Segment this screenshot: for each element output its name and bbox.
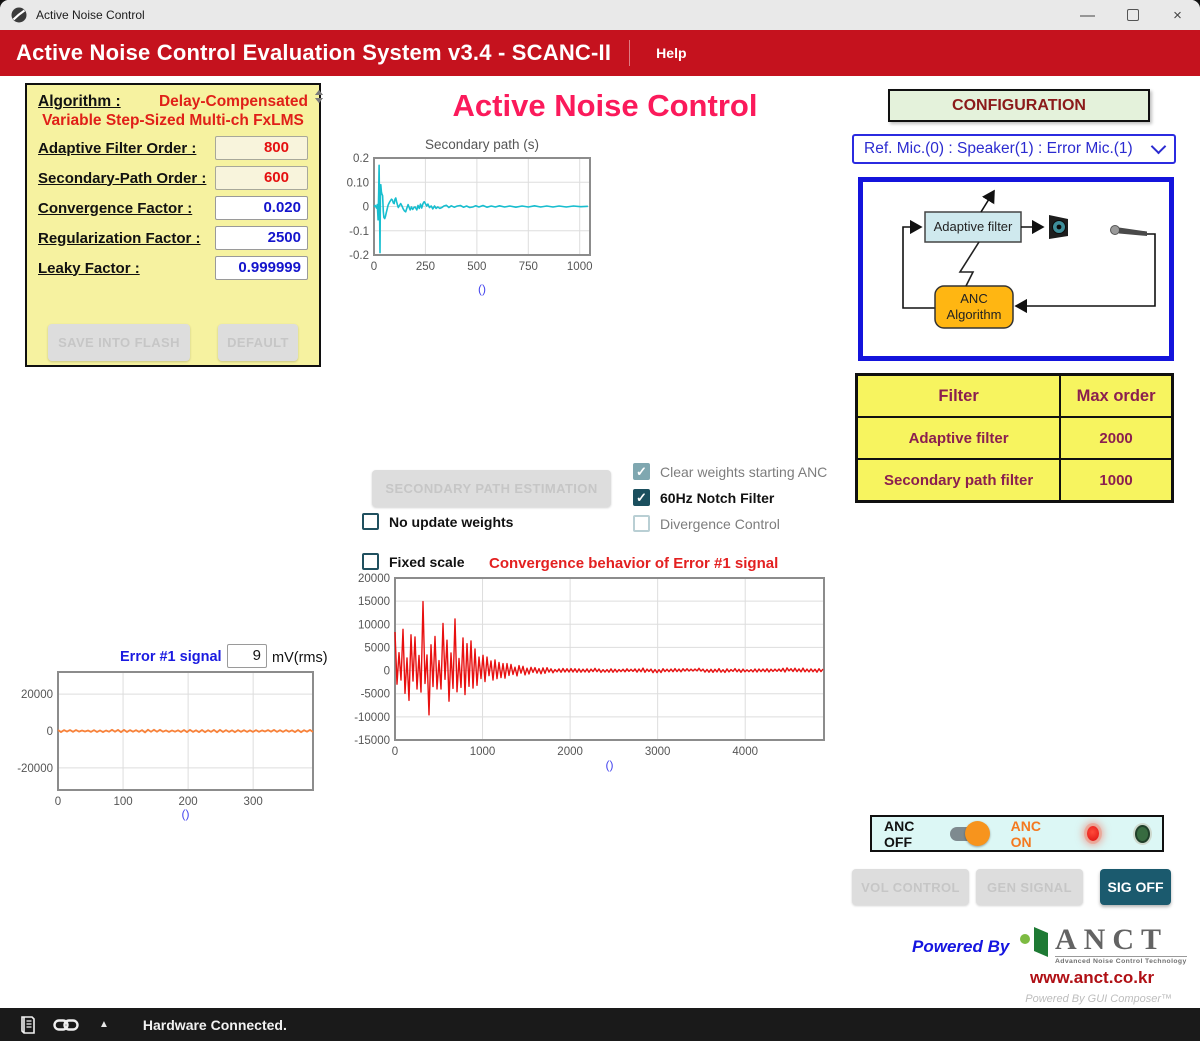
help-menu[interactable]: Help	[656, 45, 687, 61]
svg-text:(): ()	[605, 758, 614, 772]
filter-table-header-maxorder: Max order	[1060, 375, 1172, 417]
checkbox-icon[interactable]: ✓	[633, 463, 650, 480]
anc-on-label: ANC ON	[1010, 817, 1041, 850]
svg-text:-0.1: -0.1	[349, 225, 369, 238]
output-arrow	[981, 191, 994, 212]
header-divider	[629, 40, 630, 66]
svg-text:-20000: -20000	[17, 762, 53, 775]
svg-text:3000: 3000	[644, 746, 671, 758]
algorithm-value-line2: Variable Step-Sized Multi-ch FxLMS	[42, 112, 304, 129]
vol-control-button[interactable]: VOL CONTROL	[852, 869, 969, 905]
checkbox-label: No update weights	[389, 513, 514, 530]
svg-text:0.10: 0.10	[346, 177, 369, 190]
svg-text:0: 0	[362, 201, 369, 214]
configuration-button[interactable]: CONFIGURATION	[888, 89, 1150, 122]
maximize-button[interactable]	[1110, 0, 1155, 30]
expand-status-icon[interactable]: ▲	[99, 1019, 109, 1030]
sig-off-button[interactable]: SIG OFF	[1100, 869, 1171, 905]
table-row: Adaptive filter	[857, 417, 1060, 459]
secondary-path-chart	[330, 136, 600, 301]
adaptation-zigzag	[960, 242, 979, 286]
svg-text:4000: 4000	[732, 746, 759, 758]
powered-by-label: Powered By	[912, 937, 1010, 956]
checkbox-clear-weights[interactable]	[633, 463, 827, 480]
anc-idle-led-green	[1135, 825, 1150, 843]
convergence-factor-label: Convergence Factor :	[38, 199, 193, 217]
adaptive-filter-label: Adaptive filter	[933, 219, 1013, 234]
algorithm-value-line1: Delay-Compensated	[158, 93, 308, 110]
page-title: Active Noise Control	[452, 88, 758, 123]
checkbox-label: Clear weights starting ANC	[660, 463, 828, 480]
error-signal-title: Error #1 signal	[120, 649, 222, 665]
svg-text:300: 300	[243, 796, 263, 808]
svg-text:(): ()	[181, 807, 190, 821]
anc-toggle-panel	[870, 815, 1164, 852]
checkbox-fixed-scale[interactable]	[362, 553, 465, 570]
secondary-path-order-input[interactable]: 600	[215, 166, 308, 190]
svg-text:10000: 10000	[358, 619, 390, 632]
app-icon	[11, 7, 27, 23]
gen-signal-button[interactable]: GEN SIGNAL	[976, 869, 1083, 905]
svg-text:200: 200	[178, 796, 198, 808]
error-rms-unit: mV(rms)	[272, 650, 328, 666]
checkbox-label: Divergence Control	[660, 515, 780, 532]
leaky-factor-input[interactable]: 0.999999	[215, 256, 308, 280]
chevron-down-icon	[1151, 139, 1167, 155]
checkbox-60hz-notch[interactable]	[633, 489, 774, 506]
minimize-button[interactable]: —	[1080, 6, 1095, 24]
checkbox-icon[interactable]: ✓	[633, 489, 650, 506]
svg-text:20000: 20000	[21, 689, 53, 702]
checkbox-label: Fixed scale	[389, 553, 465, 570]
checkbox-icon[interactable]	[633, 515, 650, 532]
error-rms-input[interactable]: 9	[227, 644, 267, 668]
svg-text:1000: 1000	[469, 746, 496, 758]
regularization-factor-label: Regularization Factor :	[38, 229, 201, 247]
svg-text:15000: 15000	[358, 596, 390, 609]
svg-text:1000: 1000	[566, 261, 593, 273]
convergence-factor-input[interactable]: 0.020	[215, 196, 308, 220]
checkbox-icon[interactable]	[362, 553, 379, 570]
error-signal-chart	[16, 666, 321, 826]
secondary-path-order-label: Secondary-Path Order :	[38, 169, 207, 187]
svg-text:(): ()	[478, 282, 486, 296]
mic-speaker-dropdown[interactable]	[852, 134, 1176, 164]
log-icon[interactable]	[18, 1015, 37, 1035]
svg-text:-10000: -10000	[354, 711, 390, 724]
convergence-chart-title: Convergence behavior of Error #1 signal	[489, 555, 779, 572]
svg-text:2000: 2000	[557, 746, 583, 758]
svg-text:-0.2: -0.2	[349, 250, 369, 262]
gui-composer-credit: Powered By GUI Composer™	[1025, 993, 1172, 1005]
anc-block-diagram	[858, 177, 1174, 361]
dropdown-value: Ref. Mic.(0) : Speaker(1) : Error Mic.(1)	[864, 140, 1133, 157]
svg-text:100: 100	[113, 796, 133, 808]
adaptive-filter-order-label: Adaptive Filter Order :	[38, 139, 197, 157]
anct-logo-text: ANCT	[1055, 923, 1169, 956]
convergence-chart	[345, 572, 832, 777]
svg-text:0: 0	[54, 796, 62, 808]
svg-text:5000: 5000	[364, 642, 390, 655]
anc-algorithm-label-1: ANC	[960, 291, 988, 306]
svg-text:20000: 20000	[358, 573, 390, 585]
close-button[interactable]: ×	[1173, 6, 1182, 24]
filter-table-header-filter: Filter	[857, 375, 1060, 417]
window-titlebar	[0, 0, 1200, 31]
anc-active-led-red	[1087, 826, 1099, 841]
svg-text:Secondary path (s): Secondary path (s)	[424, 137, 540, 152]
filter-table	[855, 373, 1174, 503]
leaky-factor-label: Leaky Factor :	[38, 259, 140, 277]
checkbox-label: 60Hz Notch Filter	[660, 489, 775, 506]
svg-text:-15000: -15000	[354, 735, 390, 747]
anc-algorithm-label-2: Algorithm	[946, 307, 1002, 322]
maximize-icon	[1127, 9, 1139, 21]
svg-text:500: 500	[467, 261, 487, 273]
anct-logo	[1018, 925, 1187, 965]
algorithm-label: Algorithm :	[38, 93, 121, 110]
svg-text:0: 0	[391, 746, 399, 758]
checkbox-icon[interactable]	[362, 513, 379, 530]
status-text: Hardware Connected.	[142, 1016, 287, 1033]
svg-text:250: 250	[415, 261, 436, 273]
table-row: Secondary path filter	[857, 459, 1060, 501]
speaker-icon	[1049, 215, 1068, 239]
svg-text:-5000: -5000	[360, 688, 390, 701]
algorithm-panel	[25, 83, 321, 367]
app-title: Active Noise Control Evaluation System v3.4 - SCANC-II	[16, 40, 612, 65]
secondary-path-estimation-button[interactable]: SECONDARY PATH ESTIMATION	[372, 470, 611, 507]
error-line	[1016, 234, 1155, 306]
anct-logo-subtext: Advanced Noise Control Technology	[1055, 958, 1187, 965]
anct-logo-icon	[1018, 925, 1052, 961]
table-cell: 2000	[1060, 417, 1172, 459]
svg-text:0.2: 0.2	[353, 153, 369, 165]
app-header	[0, 30, 1200, 76]
svg-text:0: 0	[383, 665, 390, 678]
anc-off-label: ANC OFF	[884, 817, 915, 850]
microphone-icon	[1111, 226, 1148, 237]
checkbox-no-update-weights[interactable]	[362, 513, 513, 530]
svg-text:0: 0	[46, 726, 53, 738]
toggle-knob[interactable]	[965, 821, 990, 846]
window-title: Active Noise Control	[36, 8, 145, 22]
connection-link-icon[interactable]	[53, 1016, 79, 1034]
adaptive-filter-order-input[interactable]: 800	[215, 136, 308, 160]
svg-text:0: 0	[370, 261, 378, 273]
status-bar	[0, 1008, 1200, 1041]
checkbox-divergence-control[interactable]	[633, 515, 780, 532]
anc-toggle-switch[interactable]	[950, 827, 987, 841]
default-button[interactable]: DEFAULT	[218, 324, 298, 361]
table-cell: 1000	[1060, 459, 1172, 501]
svg-text:750: 750	[518, 261, 538, 273]
anct-url[interactable]: www.anct.co.kr	[1030, 968, 1155, 987]
save-into-flash-button[interactable]: SAVE INTO FLASH	[48, 324, 190, 361]
regularization-factor-input[interactable]: 2500	[215, 226, 308, 250]
